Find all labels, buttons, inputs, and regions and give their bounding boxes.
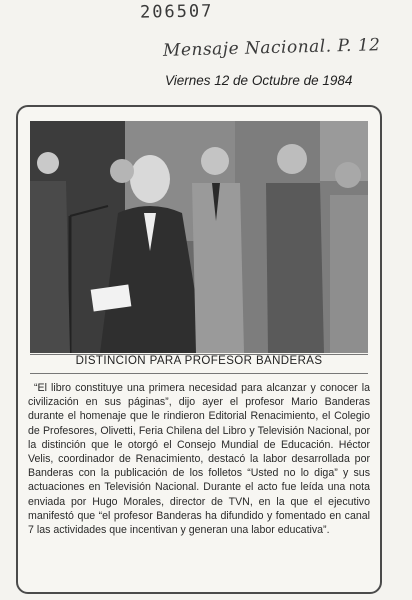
headline: DISTINCION PARA PROFESOR BANDERAS — [75, 355, 323, 367]
article-body: “El libro constituye una primera necesidad para alcanzar y conocer la civilización en sus páginas”, dijo ayer el profesor Mario Banderas durante el homenaje que le rindieron Editorial Renacimiento, el Colegio de Profesores, Olivetti, Feria Chilena del Libro y Televisión Nacional, por la distinción que le otorgó el Consejo Mundial de Educación. Héctor Velis, coordinador de Renacimiento, destacó la labor desarrollada por Banderas con la publicación de los folletos “Usted no lo diga” y sus actuaciones en Televisión Nacional. Durante el acto fue leída una nota enviada por Hugo Morales, director de TVN, en la que el ejecutivo manifestó que “el profesor Banderas ha difundido y fomentado en canal 7 las actividades que incentivan y generan una labor educativa”. — [28, 382, 370, 537]
event-photograph — [30, 121, 368, 353]
publication-date: Viernes 12 de Octubre de 1984 — [165, 73, 353, 88]
photo-illustration — [30, 121, 368, 353]
headline-rule-bottom — [30, 373, 368, 374]
handwritten-source-note: Mensaje Nacional. P. 12 — [162, 35, 381, 61]
newspaper-clipping — [16, 105, 382, 594]
archive-number: 206507 — [139, 1, 214, 23]
